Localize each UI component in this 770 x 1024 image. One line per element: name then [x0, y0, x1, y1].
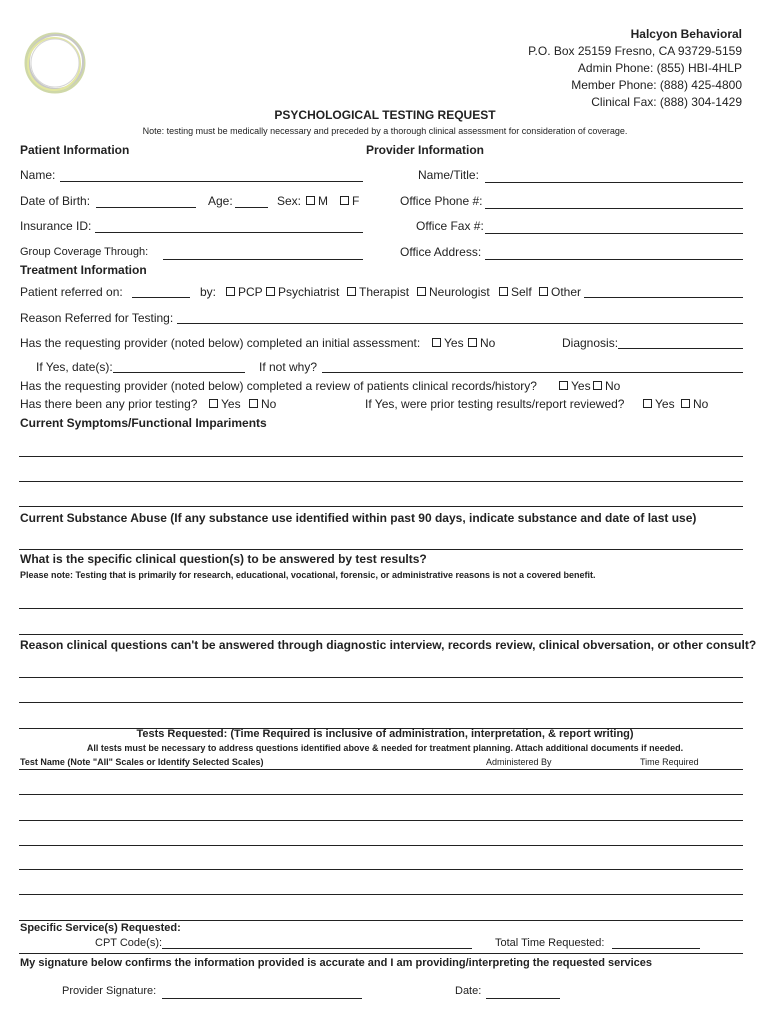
- referred-by-other[interactable]: Other: [537, 285, 581, 299]
- if-not-why-field[interactable]: [322, 372, 743, 373]
- prior-testing-yes-checkbox[interactable]: [209, 399, 218, 408]
- signature-date-label: Date:: [455, 985, 482, 997]
- prior-testing-yes[interactable]: Yes: [207, 397, 241, 411]
- records-review-yes-checkbox[interactable]: [559, 381, 568, 390]
- office-address-field[interactable]: [485, 259, 743, 260]
- diagnosis-label: Diagnosis:: [562, 336, 619, 350]
- time-required-column: Time Required: [640, 757, 699, 767]
- administered-by-column: Administered By: [486, 757, 552, 767]
- therapist-checkbox[interactable]: [347, 287, 356, 296]
- specific-services-heading: Specific Service(s) Requested:: [20, 922, 181, 934]
- prior-results-no-checkbox[interactable]: [681, 399, 690, 408]
- org-name: Halcyon Behavioral: [630, 27, 742, 41]
- reason-line-1[interactable]: [19, 677, 743, 678]
- office-fax-label: Office Fax #:: [416, 219, 484, 233]
- clinical-question-line-1[interactable]: [19, 608, 743, 609]
- office-fax-field[interactable]: [485, 233, 743, 234]
- insurance-id-label: Insurance ID:: [20, 219, 92, 233]
- test-row-3[interactable]: [19, 845, 743, 846]
- sex-f-checkbox[interactable]: [340, 196, 349, 205]
- test-row-2[interactable]: [19, 820, 743, 821]
- initial-assessment-question: Has the requesting provider (noted below) completed an initial assessment:: [20, 336, 421, 350]
- clinical-question-heading: What is the specific clinical question(s) to be answered by test results?: [20, 552, 427, 566]
- dob-label: Date of Birth:: [20, 194, 91, 208]
- substance-line-1[interactable]: [19, 549, 743, 550]
- prior-testing-no-checkbox[interactable]: [249, 399, 258, 408]
- dob-field[interactable]: [96, 207, 196, 208]
- tests-note: All tests must be necessary to address questions identified above & needed for treatment planning. Attach additional documents if needed.: [86, 743, 684, 753]
- records-review-question: Has the requesting provider (noted below) completed a review of patients clinical records/history?: [20, 379, 537, 393]
- symptoms-line-1[interactable]: [19, 456, 743, 457]
- reason-cant-answer-heading: Reason clinical questions can't be answered through diagnostic interview, records review, clinical obversation, or other consult?: [20, 638, 757, 652]
- total-time-label: Total Time Requested:: [495, 937, 605, 949]
- clinical-fax: Clinical Fax: (888) 304-1429: [591, 95, 742, 109]
- office-phone-field[interactable]: [485, 208, 743, 209]
- referred-on-label: Patient referred on:: [20, 285, 123, 299]
- referred-by-therapist[interactable]: Therapist: [345, 285, 409, 299]
- referred-by-label: by:: [200, 285, 217, 299]
- self-checkbox[interactable]: [499, 287, 508, 296]
- signature-date-field[interactable]: [486, 998, 560, 999]
- initial-assessment-yes-checkbox[interactable]: [432, 338, 441, 347]
- provider-signature-label: Provider Signature:: [62, 985, 157, 997]
- office-address-label: Office Address:: [400, 245, 482, 259]
- test-row-5[interactable]: [19, 894, 743, 895]
- provider-name-title-field[interactable]: [485, 182, 743, 183]
- initial-assessment-yes[interactable]: Yes: [430, 336, 464, 350]
- referred-by-psychiatrist[interactable]: Psychiatrist: [264, 285, 339, 299]
- group-coverage-field[interactable]: [163, 259, 363, 260]
- test-name-column: Test Name (Note "All" Scales or Identify Selected Scales): [20, 757, 264, 767]
- cpt-codes-field[interactable]: [162, 948, 472, 949]
- clinical-question-line-2[interactable]: [19, 634, 743, 635]
- records-review-no[interactable]: No: [591, 379, 620, 393]
- office-phone-label: Office Phone #:: [400, 194, 483, 208]
- halcyon-logo: [22, 30, 88, 96]
- tests-heading: Tests Requested: (Time Required is inclusive of administration, interpretation, & report writing): [136, 728, 634, 740]
- test-row-4[interactable]: [19, 869, 743, 870]
- referred-by-self[interactable]: Self: [497, 285, 532, 299]
- prior-testing-no[interactable]: No: [247, 397, 276, 411]
- reason-line-2[interactable]: [19, 702, 743, 703]
- if-not-why-label: If not why?: [259, 360, 318, 374]
- symptoms-line-3[interactable]: [19, 506, 743, 507]
- form-note: Note: testing must be medically necessary and preceded by a thorough clinical assessment for consideration of coverage.: [142, 126, 628, 136]
- services-bottom-line: [19, 953, 743, 954]
- prior-results-no[interactable]: No: [679, 397, 708, 411]
- patient-info-heading: Patient Information: [20, 143, 130, 157]
- test-row-1[interactable]: [19, 794, 743, 795]
- initial-assessment-no[interactable]: No: [466, 336, 495, 350]
- substance-abuse-heading: Current Substance Abuse (If any substance use identified within past 90 days, indicate substance and date of last use): [20, 511, 697, 525]
- prior-results-yes[interactable]: Yes: [641, 397, 675, 411]
- sex-label: Sex:: [277, 194, 302, 208]
- initial-assessment-no-checkbox[interactable]: [468, 338, 477, 347]
- records-review-no-checkbox[interactable]: [593, 381, 602, 390]
- records-review-yes[interactable]: Yes: [557, 379, 591, 393]
- test-row-6[interactable]: [19, 920, 743, 921]
- sex-m-checkbox[interactable]: [306, 196, 315, 205]
- referred-by-neurologist[interactable]: Neurologist: [415, 285, 490, 299]
- pcp-checkbox[interactable]: [226, 287, 235, 296]
- prior-results-question: If Yes, were prior testing results/report reviewed?: [365, 397, 625, 411]
- prior-testing-question: Has there been any prior testing?: [20, 397, 198, 411]
- other-checkbox[interactable]: [539, 287, 548, 296]
- group-coverage-label: Group Coverage Through:: [20, 246, 149, 258]
- referred-by-pcp[interactable]: PCP: [224, 285, 263, 299]
- provider-name-title-label: Name/Title:: [418, 168, 479, 182]
- sex-m-option[interactable]: M: [304, 194, 328, 208]
- reason-referred-field[interactable]: [177, 323, 743, 324]
- symptoms-line-2[interactable]: [19, 481, 743, 482]
- insurance-id-field[interactable]: [95, 232, 363, 233]
- if-yes-dates-label: If Yes, date(s):: [36, 360, 113, 374]
- total-time-field[interactable]: [612, 948, 700, 949]
- member-phone: Member Phone: (888) 425-4800: [571, 78, 742, 92]
- patient-name-label: Name:: [20, 168, 56, 182]
- cpt-codes-label: CPT Code(s):: [95, 937, 163, 949]
- treatment-info-heading: Treatment Information: [20, 263, 147, 277]
- referred-on-field[interactable]: [132, 297, 190, 298]
- age-label: Age:: [208, 194, 233, 208]
- org-address: P.O. Box 25159 Fresno, CA 93729-5159: [528, 44, 742, 58]
- symptoms-heading: Current Symptoms/Functional Impariments: [20, 416, 267, 430]
- form-title: PSYCHOLOGICAL TESTING REQUEST: [274, 108, 496, 122]
- signature-statement: My signature below confirms the information provided is accurate and I am providing/interpreting the requested services: [20, 957, 653, 969]
- neurologist-checkbox[interactable]: [417, 287, 426, 296]
- reason-referred-label: Reason Referred for Testing:: [20, 311, 174, 325]
- diagnosis-field[interactable]: [618, 348, 743, 349]
- if-yes-dates-field[interactable]: [113, 372, 245, 373]
- sex-f-option[interactable]: F: [338, 194, 359, 208]
- admin-phone: Admin Phone: (855) HBI-4HLP: [577, 61, 742, 75]
- provider-signature-field[interactable]: [162, 998, 362, 999]
- age-field[interactable]: [235, 207, 268, 208]
- provider-info-heading: Provider Information: [366, 143, 485, 157]
- referred-other-field[interactable]: [584, 297, 743, 298]
- psychiatrist-checkbox[interactable]: [266, 287, 275, 296]
- prior-results-yes-checkbox[interactable]: [643, 399, 652, 408]
- clinical-question-note: Please note: Testing that is primarily for research, educational, vocational, forensic, or administrative reasons is not a covered benefit.: [20, 570, 596, 580]
- patient-name-field[interactable]: [60, 181, 363, 182]
- tests-header-line: [19, 769, 743, 770]
